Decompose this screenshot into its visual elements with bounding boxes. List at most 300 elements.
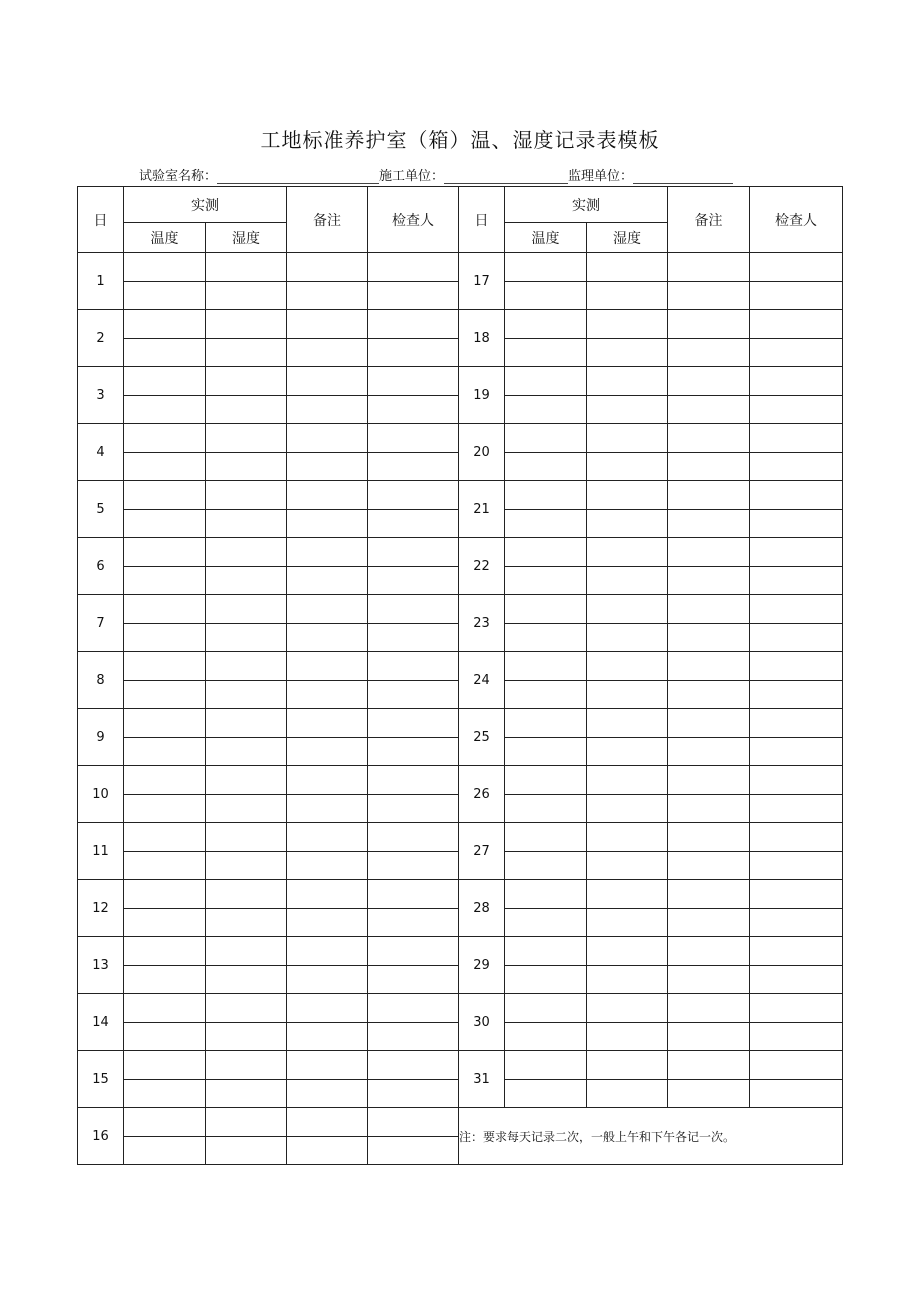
inspector-cell-left[interactable] <box>368 1108 459 1137</box>
humidity-cell-right[interactable] <box>587 1022 668 1051</box>
inspector-cell-right[interactable] <box>750 310 843 339</box>
remarks-cell-left[interactable] <box>287 937 368 966</box>
humidity-cell-left[interactable] <box>206 851 287 880</box>
humidity-cell-right[interactable] <box>587 652 668 681</box>
header-temperature-left: 温度 <box>124 223 206 253</box>
inspector-cell-right[interactable] <box>750 680 843 709</box>
temperature-cell-right[interactable] <box>505 823 587 852</box>
temperature-cell-right[interactable] <box>505 367 587 396</box>
humidity-cell-right[interactable] <box>587 737 668 766</box>
inspector-cell-left[interactable] <box>368 595 459 624</box>
temperature-cell-right[interactable] <box>505 310 587 339</box>
temperature-cell-left[interactable] <box>124 908 206 937</box>
temperature-cell-left[interactable] <box>124 1136 206 1165</box>
temperature-cell-left[interactable] <box>124 680 206 709</box>
inspector-cell-right[interactable] <box>750 1051 843 1080</box>
inspector-cell-right[interactable] <box>750 994 843 1023</box>
humidity-cell-left[interactable] <box>206 652 287 681</box>
inspector-cell-right[interactable] <box>750 880 843 909</box>
inspector-cell-left[interactable] <box>368 338 459 367</box>
inspector-cell-left[interactable] <box>368 1022 459 1051</box>
remarks-cell-left[interactable] <box>287 281 368 310</box>
humidity-cell-right[interactable] <box>587 538 668 567</box>
inspector-cell-left[interactable] <box>368 680 459 709</box>
temperature-cell-right[interactable] <box>505 338 587 367</box>
humidity-cell-right[interactable] <box>587 908 668 937</box>
remarks-cell-left[interactable] <box>287 1136 368 1165</box>
inspector-cell-left[interactable] <box>368 566 459 595</box>
temperature-cell-left[interactable] <box>124 424 206 453</box>
day-number-left: 14 <box>78 994 124 1051</box>
humidity-cell-right[interactable] <box>587 680 668 709</box>
humidity-cell-left[interactable] <box>206 1022 287 1051</box>
humidity-cell-right[interactable] <box>587 823 668 852</box>
remarks-cell-right[interactable] <box>668 965 750 994</box>
inspector-cell-left[interactable] <box>368 1136 459 1165</box>
inspector-cell-left[interactable] <box>368 851 459 880</box>
humidity-cell-right[interactable] <box>587 338 668 367</box>
temperature-cell-left[interactable] <box>124 737 206 766</box>
table-row <box>78 652 843 681</box>
table-row <box>78 1108 843 1137</box>
inspector-cell-right[interactable] <box>750 481 843 510</box>
inspector-cell-left[interactable] <box>368 908 459 937</box>
day-number-left: 15 <box>78 1051 124 1108</box>
humidity-cell-left[interactable] <box>206 595 287 624</box>
humidity-cell-right[interactable] <box>587 1079 668 1108</box>
remarks-cell-right[interactable] <box>668 851 750 880</box>
supervisor-field[interactable] <box>633 169 733 184</box>
table-row <box>78 367 843 396</box>
temperature-cell-left[interactable] <box>124 595 206 624</box>
remarks-cell-left[interactable] <box>287 310 368 339</box>
humidity-cell-right[interactable] <box>587 281 668 310</box>
day-number-left: 12 <box>78 880 124 937</box>
humidity-cell-left[interactable] <box>206 424 287 453</box>
humidity-cell-right[interactable] <box>587 253 668 282</box>
table-row <box>78 595 843 624</box>
inspector-cell-right[interactable] <box>750 509 843 538</box>
remarks-cell-left[interactable] <box>287 908 368 937</box>
inspector-cell-right[interactable] <box>750 566 843 595</box>
temperature-cell-right[interactable] <box>505 766 587 795</box>
day-number-right: 29 <box>459 937 505 994</box>
remarks-cell-right[interactable] <box>668 1051 750 1080</box>
temperature-cell-right[interactable] <box>505 709 587 738</box>
remarks-cell-left[interactable] <box>287 395 368 424</box>
temperature-cell-right[interactable] <box>505 281 587 310</box>
day-number-right: 25 <box>459 709 505 766</box>
table-row <box>78 424 843 453</box>
day-number-left: 11 <box>78 823 124 880</box>
temperature-cell-right[interactable] <box>505 794 587 823</box>
remarks-cell-left[interactable] <box>287 623 368 652</box>
remarks-cell-left[interactable] <box>287 766 368 795</box>
temperature-cell-right[interactable] <box>505 481 587 510</box>
inspector-cell-right[interactable] <box>750 623 843 652</box>
day-number-right: 18 <box>459 310 505 367</box>
inspector-cell-left[interactable] <box>368 1051 459 1080</box>
inspector-cell-left[interactable] <box>368 937 459 966</box>
humidity-cell-right[interactable] <box>587 595 668 624</box>
remarks-cell-right[interactable] <box>668 823 750 852</box>
inspector-cell-left[interactable] <box>368 794 459 823</box>
page-title: 工地标准养护室（箱）温、湿度记录表模板 <box>260 128 660 152</box>
inspector-cell-right[interactable] <box>750 281 843 310</box>
temperature-cell-left[interactable] <box>124 310 206 339</box>
humidity-cell-left[interactable] <box>206 709 287 738</box>
remarks-cell-right[interactable] <box>668 1079 750 1108</box>
inspector-cell-right[interactable] <box>750 965 843 994</box>
day-number-left: 4 <box>78 424 124 481</box>
temperature-cell-left[interactable] <box>124 253 206 282</box>
remarks-cell-left[interactable] <box>287 1022 368 1051</box>
remarks-cell-left[interactable] <box>287 851 368 880</box>
remarks-cell-right[interactable] <box>668 481 750 510</box>
inspector-cell-left[interactable] <box>368 880 459 909</box>
inspector-cell-left[interactable] <box>368 623 459 652</box>
humidity-cell-right[interactable] <box>587 994 668 1023</box>
table-row <box>78 538 843 567</box>
inspector-cell-right[interactable] <box>750 1022 843 1051</box>
humidity-cell-left[interactable] <box>206 823 287 852</box>
remarks-cell-left[interactable] <box>287 680 368 709</box>
remarks-cell-right[interactable] <box>668 937 750 966</box>
inspector-cell-left[interactable] <box>368 965 459 994</box>
inspector-cell-right[interactable] <box>750 652 843 681</box>
humidity-cell-right[interactable] <box>587 1051 668 1080</box>
temperature-cell-right[interactable] <box>505 994 587 1023</box>
temperature-cell-left[interactable] <box>124 994 206 1023</box>
remarks-cell-left[interactable] <box>287 481 368 510</box>
inspector-cell-left[interactable] <box>368 281 459 310</box>
remarks-cell-left[interactable] <box>287 1051 368 1080</box>
humidity-cell-right[interactable] <box>587 794 668 823</box>
remarks-cell-right[interactable] <box>668 994 750 1023</box>
header-humidity-left: 湿度 <box>206 223 287 253</box>
humidity-cell-right[interactable] <box>587 367 668 396</box>
footnote: 注：要求每天记录二次，一般上午和下午各记一次。 <box>459 1108 843 1165</box>
remarks-cell-left[interactable] <box>287 737 368 766</box>
humidity-cell-right[interactable] <box>587 623 668 652</box>
remarks-cell-right[interactable] <box>668 766 750 795</box>
inspector-cell-left[interactable] <box>368 310 459 339</box>
remarks-cell-right[interactable] <box>668 538 750 567</box>
remarks-cell-left[interactable] <box>287 253 368 282</box>
temperature-cell-left[interactable] <box>124 623 206 652</box>
remarks-cell-left[interactable] <box>287 509 368 538</box>
temperature-cell-right[interactable] <box>505 1022 587 1051</box>
temperature-cell-right[interactable] <box>505 566 587 595</box>
contractor-field[interactable] <box>444 169 568 184</box>
inspector-cell-right[interactable] <box>750 794 843 823</box>
temperature-cell-right[interactable] <box>505 595 587 624</box>
humidity-cell-right[interactable] <box>587 709 668 738</box>
inspector-cell-right[interactable] <box>750 851 843 880</box>
humidity-cell-left[interactable] <box>206 538 287 567</box>
header-day-left: 日 <box>78 187 124 253</box>
remarks-cell-right[interactable] <box>668 367 750 396</box>
temperature-cell-right[interactable] <box>505 509 587 538</box>
temperature-cell-right[interactable] <box>505 395 587 424</box>
humidity-cell-right[interactable] <box>587 310 668 339</box>
inspector-cell-left[interactable] <box>368 253 459 282</box>
humidity-cell-right[interactable] <box>587 566 668 595</box>
remarks-cell-right[interactable] <box>668 680 750 709</box>
temperature-cell-left[interactable] <box>124 851 206 880</box>
remarks-cell-right[interactable] <box>668 310 750 339</box>
inspector-cell-left[interactable] <box>368 1079 459 1108</box>
inspector-cell-right[interactable] <box>750 253 843 282</box>
temperature-cell-left[interactable] <box>124 538 206 567</box>
inspector-cell-right[interactable] <box>750 823 843 852</box>
supervisor-label: 监理单位： <box>568 169 634 184</box>
humidity-cell-left[interactable] <box>206 367 287 396</box>
temperature-cell-left[interactable] <box>124 281 206 310</box>
inspector-cell-right[interactable] <box>750 709 843 738</box>
remarks-cell-left[interactable] <box>287 566 368 595</box>
inspector-cell-right[interactable] <box>750 937 843 966</box>
remarks-cell-right[interactable] <box>668 338 750 367</box>
remarks-cell-left[interactable] <box>287 338 368 367</box>
temperature-cell-right[interactable] <box>505 253 587 282</box>
temperature-cell-right[interactable] <box>505 851 587 880</box>
table-row <box>78 823 843 852</box>
temperature-cell-right[interactable] <box>505 1079 587 1108</box>
temperature-cell-left[interactable] <box>124 823 206 852</box>
remarks-cell-right[interactable] <box>668 794 750 823</box>
table-row <box>78 766 843 795</box>
temperature-cell-right[interactable] <box>505 623 587 652</box>
humidity-cell-left[interactable] <box>206 937 287 966</box>
humidity-cell-left[interactable] <box>206 1136 287 1165</box>
humidity-cell-left[interactable] <box>206 1051 287 1080</box>
humidity-cell-left[interactable] <box>206 395 287 424</box>
inspector-cell-left[interactable] <box>368 509 459 538</box>
humidity-cell-left[interactable] <box>206 1079 287 1108</box>
inspector-cell-left[interactable] <box>368 823 459 852</box>
remarks-cell-right[interactable] <box>668 652 750 681</box>
meta-line <box>139 166 733 184</box>
humidity-cell-right[interactable] <box>587 395 668 424</box>
humidity-cell-left[interactable] <box>206 566 287 595</box>
remarks-cell-right[interactable] <box>668 452 750 481</box>
table-row <box>78 937 843 966</box>
remarks-cell-left[interactable] <box>287 709 368 738</box>
temperature-cell-left[interactable] <box>124 338 206 367</box>
table-row <box>78 1051 843 1080</box>
humidity-cell-left[interactable] <box>206 509 287 538</box>
lab-name-field[interactable] <box>217 169 379 184</box>
inspector-cell-right[interactable] <box>750 338 843 367</box>
humidity-cell-left[interactable] <box>206 623 287 652</box>
remarks-cell-right[interactable] <box>668 1022 750 1051</box>
humidity-cell-right[interactable] <box>587 481 668 510</box>
inspector-cell-right[interactable] <box>750 367 843 396</box>
humidity-cell-left[interactable] <box>206 310 287 339</box>
inspector-cell-right[interactable] <box>750 1079 843 1108</box>
remarks-cell-right[interactable] <box>668 737 750 766</box>
day-number-left: 2 <box>78 310 124 367</box>
day-number-right: 23 <box>459 595 505 652</box>
temperature-cell-left[interactable] <box>124 1051 206 1080</box>
temperature-cell-right[interactable] <box>505 908 587 937</box>
day-number-right: 26 <box>459 766 505 823</box>
inspector-cell-right[interactable] <box>750 395 843 424</box>
table-row <box>78 253 843 282</box>
remarks-cell-right[interactable] <box>668 908 750 937</box>
remarks-cell-left[interactable] <box>287 452 368 481</box>
temperature-cell-left[interactable] <box>124 395 206 424</box>
remarks-cell-left[interactable] <box>287 965 368 994</box>
humidity-cell-left[interactable] <box>206 253 287 282</box>
remarks-cell-right[interactable] <box>668 424 750 453</box>
day-number-right: 31 <box>459 1051 505 1108</box>
humidity-cell-left[interactable] <box>206 965 287 994</box>
humidity-cell-right[interactable] <box>587 965 668 994</box>
inspector-cell-left[interactable] <box>368 395 459 424</box>
inspector-cell-left[interactable] <box>368 994 459 1023</box>
remarks-cell-left[interactable] <box>287 424 368 453</box>
temperature-cell-right[interactable] <box>505 1051 587 1080</box>
day-number-left: 9 <box>78 709 124 766</box>
temperature-cell-left[interactable] <box>124 481 206 510</box>
temperature-cell-left[interactable] <box>124 452 206 481</box>
inspector-cell-right[interactable] <box>750 766 843 795</box>
humidity-cell-left[interactable] <box>206 281 287 310</box>
humidity-cell-right[interactable] <box>587 766 668 795</box>
header-inspector-left: 检查人 <box>368 187 459 253</box>
temperature-cell-right[interactable] <box>505 652 587 681</box>
header-measured-left: 实测 <box>124 187 287 223</box>
remarks-cell-right[interactable] <box>668 709 750 738</box>
temperature-cell-right[interactable] <box>505 937 587 966</box>
humidity-cell-right[interactable] <box>587 851 668 880</box>
remarks-cell-left[interactable] <box>287 652 368 681</box>
temperature-cell-left[interactable] <box>124 794 206 823</box>
temperature-cell-left[interactable] <box>124 652 206 681</box>
humidity-cell-left[interactable] <box>206 766 287 795</box>
humidity-cell-left[interactable] <box>206 908 287 937</box>
temperature-cell-right[interactable] <box>505 737 587 766</box>
remarks-cell-left[interactable] <box>287 823 368 852</box>
temperature-cell-left[interactable] <box>124 1022 206 1051</box>
record-table <box>77 186 843 1165</box>
inspector-cell-left[interactable] <box>368 652 459 681</box>
remarks-cell-left[interactable] <box>287 538 368 567</box>
temperature-cell-right[interactable] <box>505 424 587 453</box>
temperature-cell-right[interactable] <box>505 880 587 909</box>
day-number-left: 16 <box>78 1108 124 1165</box>
table-row <box>78 994 843 1023</box>
day-number-right: 20 <box>459 424 505 481</box>
remarks-cell-left[interactable] <box>287 1108 368 1137</box>
humidity-cell-right[interactable] <box>587 424 668 453</box>
humidity-cell-right[interactable] <box>587 880 668 909</box>
inspector-cell-left[interactable] <box>368 452 459 481</box>
humidity-cell-left[interactable] <box>206 880 287 909</box>
inspector-cell-right[interactable] <box>750 595 843 624</box>
temperature-cell-right[interactable] <box>505 538 587 567</box>
remarks-cell-left[interactable] <box>287 1079 368 1108</box>
humidity-cell-left[interactable] <box>206 481 287 510</box>
temperature-cell-right[interactable] <box>505 680 587 709</box>
inspector-cell-left[interactable] <box>368 766 459 795</box>
inspector-cell-left[interactable] <box>368 367 459 396</box>
inspector-cell-left[interactable] <box>368 424 459 453</box>
remarks-cell-right[interactable] <box>668 880 750 909</box>
temperature-cell-left[interactable] <box>124 566 206 595</box>
header-temperature-right: 温度 <box>505 223 587 253</box>
temperature-cell-left[interactable] <box>124 766 206 795</box>
temperature-cell-left[interactable] <box>124 1108 206 1137</box>
temperature-cell-right[interactable] <box>505 452 587 481</box>
inspector-cell-right[interactable] <box>750 908 843 937</box>
temperature-cell-left[interactable] <box>124 1079 206 1108</box>
remarks-cell-right[interactable] <box>668 623 750 652</box>
inspector-cell-right[interactable] <box>750 538 843 567</box>
day-number-left: 5 <box>78 481 124 538</box>
temperature-cell-left[interactable] <box>124 509 206 538</box>
remarks-cell-left[interactable] <box>287 994 368 1023</box>
humidity-cell-left[interactable] <box>206 338 287 367</box>
humidity-cell-left[interactable] <box>206 1108 287 1137</box>
remarks-cell-right[interactable] <box>668 281 750 310</box>
inspector-cell-right[interactable] <box>750 452 843 481</box>
inspector-cell-right[interactable] <box>750 737 843 766</box>
humidity-cell-right[interactable] <box>587 509 668 538</box>
temperature-cell-left[interactable] <box>124 937 206 966</box>
remarks-cell-left[interactable] <box>287 595 368 624</box>
remarks-cell-right[interactable] <box>668 395 750 424</box>
humidity-cell-left[interactable] <box>206 452 287 481</box>
remarks-cell-right[interactable] <box>668 595 750 624</box>
humidity-cell-left[interactable] <box>206 737 287 766</box>
remarks-cell-left[interactable] <box>287 794 368 823</box>
header-humidity-right: 湿度 <box>587 223 668 253</box>
inspector-cell-left[interactable] <box>368 709 459 738</box>
remarks-cell-right[interactable] <box>668 509 750 538</box>
table-row <box>78 310 843 339</box>
day-number-right: 19 <box>459 367 505 424</box>
inspector-cell-left[interactable] <box>368 538 459 567</box>
temperature-cell-left[interactable] <box>124 880 206 909</box>
header-remarks-right: 备注 <box>668 187 750 253</box>
inspector-cell-left[interactable] <box>368 481 459 510</box>
day-number-right: 28 <box>459 880 505 937</box>
remarks-cell-right[interactable] <box>668 566 750 595</box>
humidity-cell-left[interactable] <box>206 794 287 823</box>
remarks-cell-right[interactable] <box>668 253 750 282</box>
contractor-label: 施工单位： <box>379 169 445 184</box>
header-inspector-right: 检查人 <box>750 187 843 253</box>
temperature-cell-left[interactable] <box>124 709 206 738</box>
header-remarks-left: 备注 <box>287 187 368 253</box>
day-number-left: 6 <box>78 538 124 595</box>
temperature-cell-left[interactable] <box>124 965 206 994</box>
inspector-cell-left[interactable] <box>368 737 459 766</box>
remarks-cell-left[interactable] <box>287 880 368 909</box>
inspector-cell-right[interactable] <box>750 424 843 453</box>
humidity-cell-left[interactable] <box>206 680 287 709</box>
day-number-left: 8 <box>78 652 124 709</box>
humidity-cell-left[interactable] <box>206 994 287 1023</box>
temperature-cell-left[interactable] <box>124 367 206 396</box>
humidity-cell-right[interactable] <box>587 452 668 481</box>
temperature-cell-right[interactable] <box>505 965 587 994</box>
humidity-cell-right[interactable] <box>587 937 668 966</box>
remarks-cell-left[interactable] <box>287 367 368 396</box>
